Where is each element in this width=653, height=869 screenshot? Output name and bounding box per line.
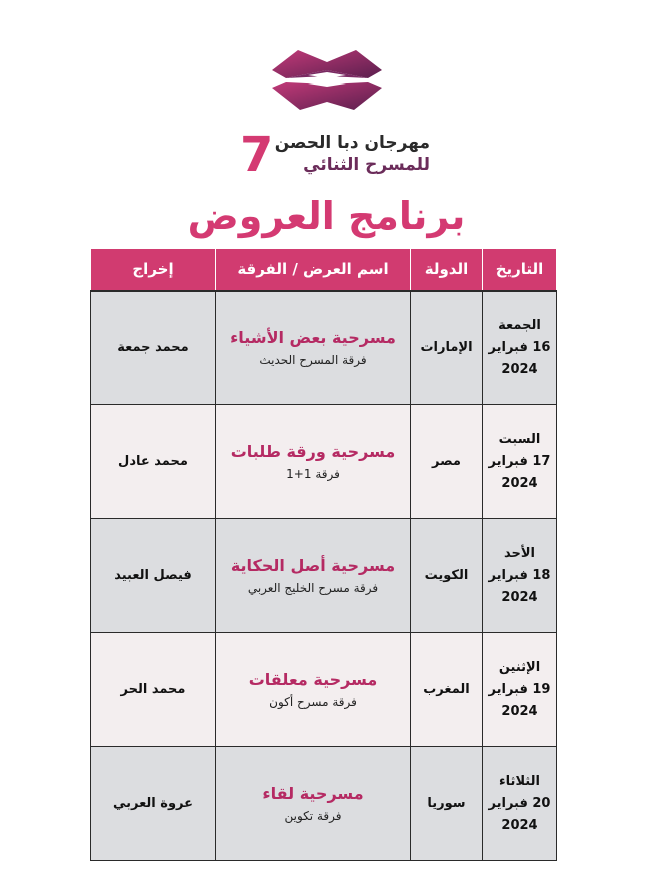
- director-cell: عروة العربي: [91, 747, 216, 861]
- festival-number: 7: [240, 127, 274, 183]
- table-row: [91, 633, 557, 747]
- date-text: 16 فبراير: [488, 339, 551, 355]
- column-header-country: الدولة: [411, 249, 483, 291]
- date-cell: [483, 519, 557, 633]
- table-row: [91, 405, 557, 519]
- date-text: 17 فبراير: [488, 453, 551, 469]
- day-name: الأحد: [503, 545, 535, 561]
- table-row: [91, 291, 557, 405]
- date-text: 18 فبراير: [488, 567, 551, 583]
- festival-name: [240, 128, 430, 182]
- table-header-row: [91, 249, 557, 291]
- director-cell: محمد عادل: [91, 405, 216, 519]
- day-name: الثلاثاء: [499, 773, 540, 789]
- play-cell: [216, 519, 411, 633]
- troupe-name: فرقة مسرح الخليج العربي: [247, 580, 379, 595]
- column-header-date: التاريخ: [483, 249, 557, 291]
- festival-line-1: مهرجان دبا الحصن: [274, 133, 430, 153]
- play-title: مسرحية لقاء: [262, 783, 364, 803]
- day-name: السبت: [498, 431, 541, 447]
- play-title: مسرحية أصل الحكاية: [230, 555, 396, 575]
- play-cell: [216, 405, 411, 519]
- troupe-name: فرقة مسرح أكون: [269, 694, 357, 709]
- country-cell: المغرب: [411, 633, 483, 747]
- date-cell: [483, 291, 557, 405]
- troupe-name: فرقة 1+1: [286, 466, 340, 481]
- table-row: [91, 519, 557, 633]
- play-title: مسرحية معلقات: [248, 669, 378, 689]
- troupe-name: فرقة المسرح الحديث: [259, 352, 367, 367]
- festival-line-2: للمسرح الثنائي: [303, 155, 430, 175]
- date-cell: [483, 405, 557, 519]
- year-text: 2024: [501, 703, 538, 719]
- country-cell: الكويت: [411, 519, 483, 633]
- year-text: 2024: [501, 475, 538, 491]
- table-row: [91, 747, 557, 861]
- lips-logo-icon: [268, 48, 386, 114]
- country-cell: سوريا: [411, 747, 483, 861]
- year-text: 2024: [501, 817, 538, 833]
- country-cell: الإمارات: [411, 291, 483, 405]
- director-cell: محمد جمعة: [91, 291, 216, 405]
- date-text: 20 فبراير: [488, 795, 551, 811]
- date-cell: [483, 747, 557, 861]
- schedule-table: [90, 248, 557, 861]
- date-cell: [483, 633, 557, 747]
- year-text: 2024: [501, 361, 538, 377]
- country-cell: مصر: [411, 405, 483, 519]
- play-cell: [216, 291, 411, 405]
- date-text: 19 فبراير: [488, 681, 551, 697]
- day-name: الجمعة: [498, 317, 541, 333]
- column-header-director: إخراج: [91, 249, 216, 291]
- director-cell: فيصل العبيد: [91, 519, 216, 633]
- column-header-play: اسم العرض / الفرقة: [216, 249, 411, 291]
- troupe-name: فرقة تكوين: [284, 808, 342, 823]
- year-text: 2024: [501, 589, 538, 605]
- play-cell: [216, 747, 411, 861]
- play-cell: [216, 633, 411, 747]
- festival-text: [275, 132, 430, 176]
- play-title: مسرحية بعض الأشياء: [230, 327, 396, 347]
- page-title: برنامج العروض: [187, 194, 466, 238]
- day-name: الإثنين: [498, 659, 541, 675]
- play-title: مسرحية ورقة طلبات: [230, 441, 396, 461]
- director-cell: محمد الحر: [91, 633, 216, 747]
